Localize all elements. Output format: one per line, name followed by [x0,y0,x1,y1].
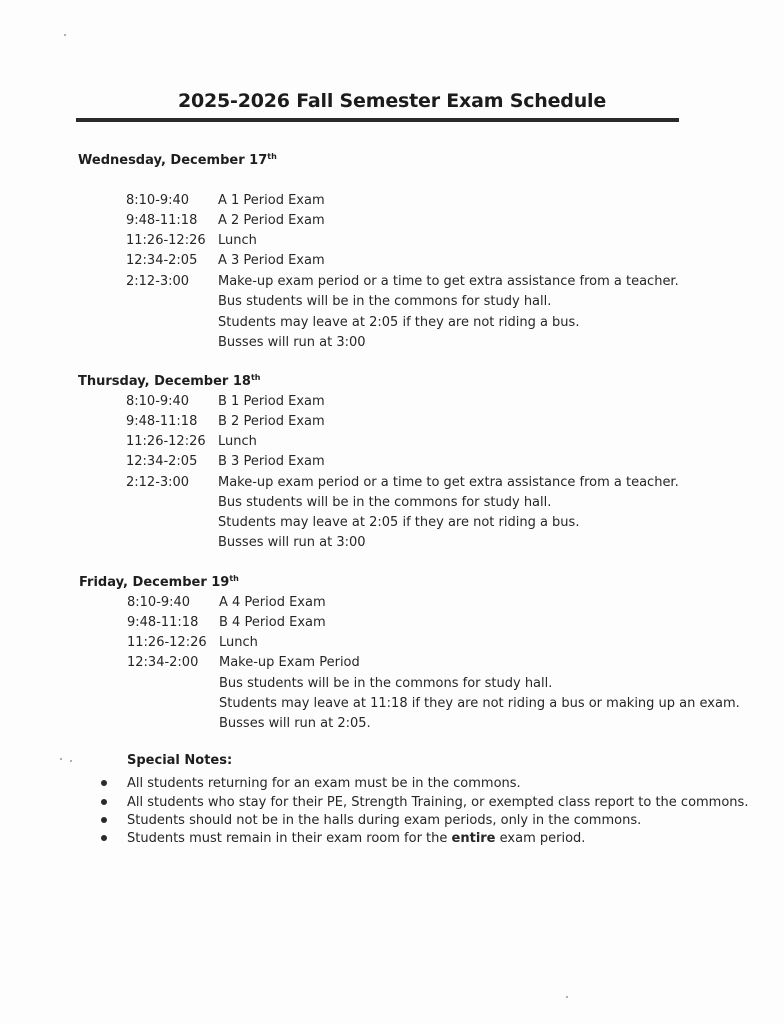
slot-description: A 2 Period Exam [218,213,325,228]
slot-description: Lunch [218,434,257,449]
day-heading-suffix: th [229,574,239,583]
special-note: All students returning for an exam must be in the commons. [127,776,521,791]
bullet-icon [101,799,107,805]
time-slot: 9:48-11:18 [126,213,198,228]
slot-description: A 3 Period Exam [218,253,325,268]
time-slot: 8:10-9:40 [127,595,191,610]
scan-speck [60,758,62,760]
slot-description: Make-up exam period or a time to get extra assistance from a teacher. [218,475,679,490]
day-heading-text: Friday, December 19 [79,575,230,590]
slot-description: Bus students will be in the commons for study hall. [218,294,552,309]
slot-description: Bus students will be in the commons for study hall. [219,676,553,691]
time-slot: 2:12-3:00 [126,274,190,289]
day-heading-text: Wednesday, December 17 [78,153,268,168]
slot-description: B 1 Period Exam [218,394,325,409]
time-slot: 12:34-2:05 [126,454,198,469]
time-slot: 11:26-12:26 [126,233,206,248]
slot-description: Students may leave at 11:18 if they are not riding a bus or making up an exam. [219,696,740,711]
scan-speck [566,996,568,998]
time-slot: 9:48-11:18 [127,615,199,630]
special-note: Students should not be in the halls during exam periods, only in the commons. [127,813,642,828]
day-heading-suffix: th [250,373,261,382]
slot-description: Make-up exam period or a time to get extra assistance from a teacher. [218,274,679,289]
time-slot: 8:10-9:40 [126,394,190,409]
special-note-emphasis: entire [451,831,496,846]
special-note-text: Students must remain in their exam room for the [127,831,452,846]
bullet-icon [101,817,107,823]
time-slot: 11:26-12:26 [126,434,206,449]
time-slot: 8:10-9:40 [126,193,190,208]
slot-description: Lunch [219,635,258,650]
time-slot: 2:12-3:00 [126,475,190,490]
page-title: 2025-2026 Fall Semester Exam Schedule [177,90,607,112]
slot-description: Busses will run at 3:00 [218,535,366,550]
title-underline [76,118,679,122]
scan-speck [70,760,72,762]
bullet-icon [101,835,107,841]
time-slot: 11:26-12:26 [127,635,207,650]
slot-description: B 4 Period Exam [219,615,326,630]
scan-speck [64,34,66,36]
day-heading-suffix: th [267,152,277,161]
slot-description: Busses will run at 3:00 [218,335,366,350]
day-heading-thursday [78,373,261,389]
day-heading-wednesday [78,152,277,168]
slot-description: B 2 Period Exam [218,414,325,429]
slot-description: Busses will run at 2:05. [219,716,371,731]
bullet-icon [101,780,107,786]
day-heading-friday [79,574,239,590]
slot-description: Bus students will be in the commons for study hall. [218,495,552,510]
time-slot: 9:48-11:18 [126,414,198,429]
slot-description: A 4 Period Exam [219,595,326,610]
special-notes-heading: Special Notes: [127,753,233,768]
special-note: All students who stay for their PE, Strength Training, or exempted class report to the commons. [127,795,749,810]
time-slot: 12:34-2:05 [126,253,198,268]
time-slot: 12:34-2:00 [127,655,199,670]
special-note-text: exam period. [495,831,586,846]
slot-description: Students may leave at 2:05 if they are not riding a bus. [218,315,580,330]
day-heading-text: Thursday, December 18 [78,374,251,389]
slot-description: B 3 Period Exam [218,454,325,469]
slot-description: Make-up Exam Period [219,655,360,670]
special-note [127,831,585,846]
slot-description: Students may leave at 2:05 if they are not riding a bus. [218,515,580,530]
slot-description: Lunch [218,233,257,248]
slot-description: A 1 Period Exam [218,193,325,208]
